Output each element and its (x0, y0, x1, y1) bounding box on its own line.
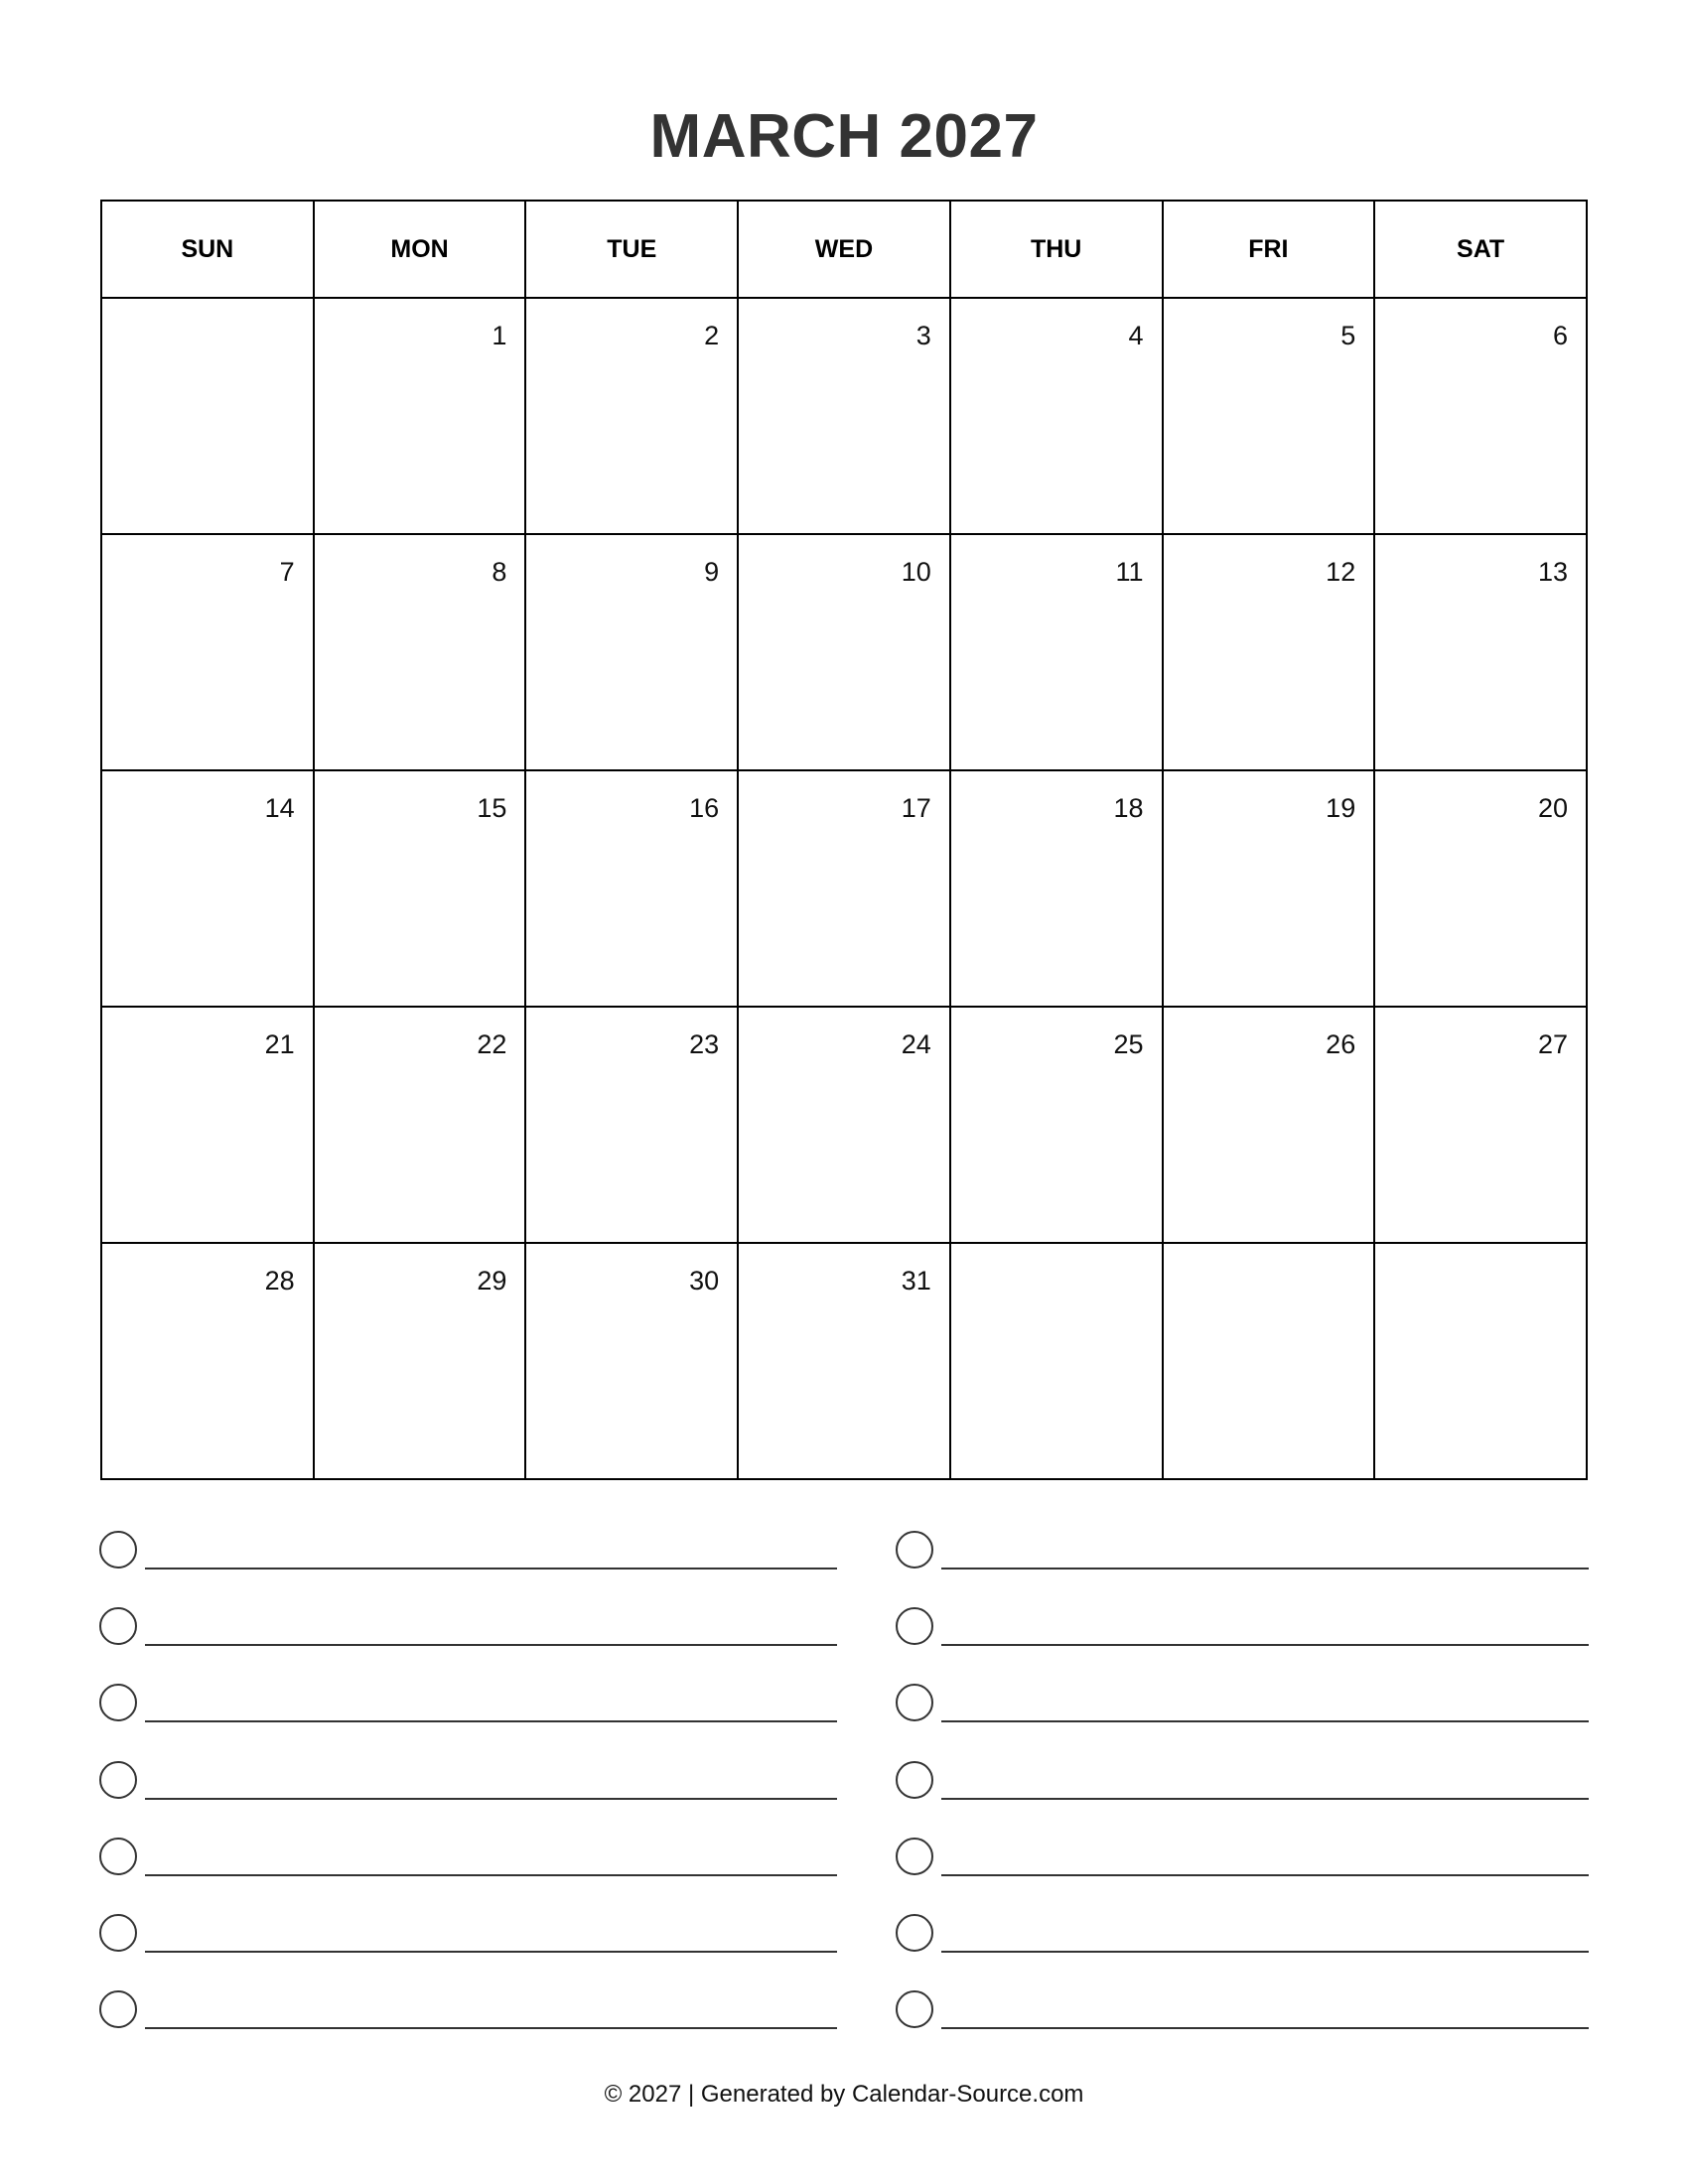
weekday-thu: THU (950, 201, 1163, 298)
day-cell[interactable] (950, 1007, 1163, 1243)
day-cell[interactable] (738, 1243, 950, 1479)
weekday-sat: SAT (1374, 201, 1587, 298)
todo-item-left (99, 1761, 837, 1801)
writing-line[interactable] (941, 1720, 1589, 1722)
todo-item-left (99, 1684, 837, 1723)
writing-line[interactable] (145, 1644, 837, 1646)
writing-line[interactable] (145, 1568, 837, 1570)
day-number: 13 (1537, 557, 1568, 587)
day-number: 5 (1340, 321, 1356, 350)
day-cell[interactable] (1163, 770, 1375, 1007)
circle-checkbox-icon[interactable] (896, 1914, 933, 1952)
todo-item-left (99, 1914, 837, 1954)
day-cell[interactable] (950, 534, 1163, 770)
day-number: 15 (477, 793, 507, 823)
writing-line[interactable] (145, 1951, 837, 1953)
writing-line[interactable] (941, 1644, 1589, 1646)
circle-checkbox-icon[interactable] (896, 1684, 933, 1721)
day-cell[interactable] (1163, 298, 1375, 534)
todo-item-left (99, 1990, 837, 2030)
day-number: 4 (1128, 321, 1144, 350)
todo-item-right (896, 1684, 1589, 1723)
day-cell[interactable] (101, 1243, 314, 1479)
day-number: 11 (1115, 557, 1144, 587)
day-number: 23 (689, 1029, 720, 1059)
todo-item-right (896, 1990, 1589, 2030)
day-cell[interactable] (1374, 298, 1587, 534)
todo-item-right (896, 1838, 1589, 1877)
day-number: 26 (1326, 1029, 1356, 1059)
day-number: 31 (901, 1266, 931, 1296)
day-number: 1 (492, 321, 507, 350)
day-cell[interactable] (314, 770, 526, 1007)
day-cell[interactable] (950, 1243, 1163, 1479)
day-number: 19 (1326, 793, 1356, 823)
todo-item-right (896, 1607, 1589, 1647)
day-cell[interactable] (1163, 1243, 1375, 1479)
page-title: MARCH 2027 (649, 102, 1039, 171)
day-cell[interactable] (738, 298, 950, 534)
weekday-header-row (101, 201, 1587, 298)
writing-line[interactable] (941, 2027, 1589, 2029)
day-number: 20 (1537, 793, 1568, 823)
day-cell[interactable] (314, 1243, 526, 1479)
circle-checkbox-icon[interactable] (99, 1838, 137, 1875)
day-cell[interactable] (525, 534, 738, 770)
day-cell[interactable] (1163, 534, 1375, 770)
day-number: 21 (264, 1029, 295, 1059)
todo-item-right (896, 1531, 1589, 1570)
day-number: 22 (477, 1029, 507, 1059)
day-cell[interactable] (101, 534, 314, 770)
day-cell[interactable] (314, 1007, 526, 1243)
week-row (101, 1243, 1587, 1479)
day-number (951, 1244, 1162, 1266)
day-cell[interactable] (101, 1007, 314, 1243)
todo-item-left (99, 1838, 837, 1877)
day-cell[interactable] (101, 298, 314, 534)
writing-line[interactable] (941, 1798, 1589, 1800)
weekday-mon: MON (314, 201, 526, 298)
circle-checkbox-icon[interactable] (99, 1684, 137, 1721)
day-cell[interactable] (1374, 1007, 1587, 1243)
day-number: 28 (264, 1266, 295, 1296)
circle-checkbox-icon[interactable] (99, 1761, 137, 1799)
day-number: 2 (704, 321, 720, 350)
week-row (101, 298, 1587, 534)
day-number (102, 299, 313, 321)
day-cell[interactable] (738, 534, 950, 770)
writing-line[interactable] (941, 1874, 1589, 1876)
day-number (1164, 1244, 1374, 1266)
footer-credit: © 2027 | Generated by Calendar-Source.com (604, 2081, 1084, 2108)
day-number: 8 (492, 557, 507, 587)
day-number: 9 (704, 557, 720, 587)
day-number: 3 (915, 321, 931, 350)
day-number: 7 (279, 557, 295, 587)
circle-checkbox-icon[interactable] (99, 1914, 137, 1952)
week-row (101, 534, 1587, 770)
day-number: 30 (689, 1266, 720, 1296)
circle-checkbox-icon[interactable] (896, 1761, 933, 1799)
day-cell[interactable] (525, 298, 738, 534)
circle-checkbox-icon[interactable] (896, 1607, 933, 1645)
writing-line[interactable] (145, 2027, 837, 2029)
day-number: 6 (1552, 321, 1568, 350)
day-cell[interactable] (525, 770, 738, 1007)
day-number: 12 (1326, 557, 1356, 587)
day-number: 25 (1113, 1029, 1144, 1059)
day-cell[interactable] (314, 298, 526, 534)
day-cell[interactable] (314, 534, 526, 770)
writing-line[interactable] (941, 1568, 1589, 1570)
day-number: 18 (1113, 793, 1144, 823)
todo-item-left (99, 1531, 837, 1570)
circle-checkbox-icon[interactable] (99, 1990, 137, 2028)
day-cell[interactable] (1163, 1007, 1375, 1243)
writing-line[interactable] (145, 1874, 837, 1876)
day-number (1375, 1244, 1586, 1266)
day-cell[interactable] (738, 770, 950, 1007)
weekday-tue: TUE (525, 201, 738, 298)
day-number: 14 (264, 793, 295, 823)
todo-item-right (896, 1761, 1589, 1801)
week-row (101, 1007, 1587, 1243)
day-cell[interactable] (1374, 534, 1587, 770)
day-cell[interactable] (101, 770, 314, 1007)
day-cell[interactable] (525, 1243, 738, 1479)
day-number: 29 (477, 1266, 507, 1296)
weekday-wed: WED (738, 201, 950, 298)
weekday-fri: FRI (1163, 201, 1375, 298)
day-number: 24 (901, 1029, 931, 1059)
day-number: 10 (901, 557, 931, 587)
day-cell[interactable] (1374, 770, 1587, 1007)
day-number: 17 (901, 793, 931, 823)
day-cell[interactable] (950, 770, 1163, 1007)
writing-line[interactable] (941, 1951, 1589, 1953)
circle-checkbox-icon[interactable] (896, 1531, 933, 1569)
day-number: 16 (689, 793, 720, 823)
todo-item-right (896, 1914, 1589, 1954)
calendar-grid (100, 200, 1588, 1480)
weekday-sun: SUN (101, 201, 314, 298)
week-row (101, 770, 1587, 1007)
circle-checkbox-icon[interactable] (896, 1990, 933, 2028)
circle-checkbox-icon[interactable] (99, 1531, 137, 1569)
todo-item-left (99, 1607, 837, 1647)
day-cell[interactable] (738, 1007, 950, 1243)
day-number: 27 (1537, 1029, 1568, 1059)
writing-line[interactable] (145, 1720, 837, 1722)
writing-line[interactable] (145, 1798, 837, 1800)
circle-checkbox-icon[interactable] (99, 1607, 137, 1645)
day-cell[interactable] (950, 298, 1163, 534)
circle-checkbox-icon[interactable] (896, 1838, 933, 1875)
day-cell[interactable] (525, 1007, 738, 1243)
day-cell[interactable] (1374, 1243, 1587, 1479)
